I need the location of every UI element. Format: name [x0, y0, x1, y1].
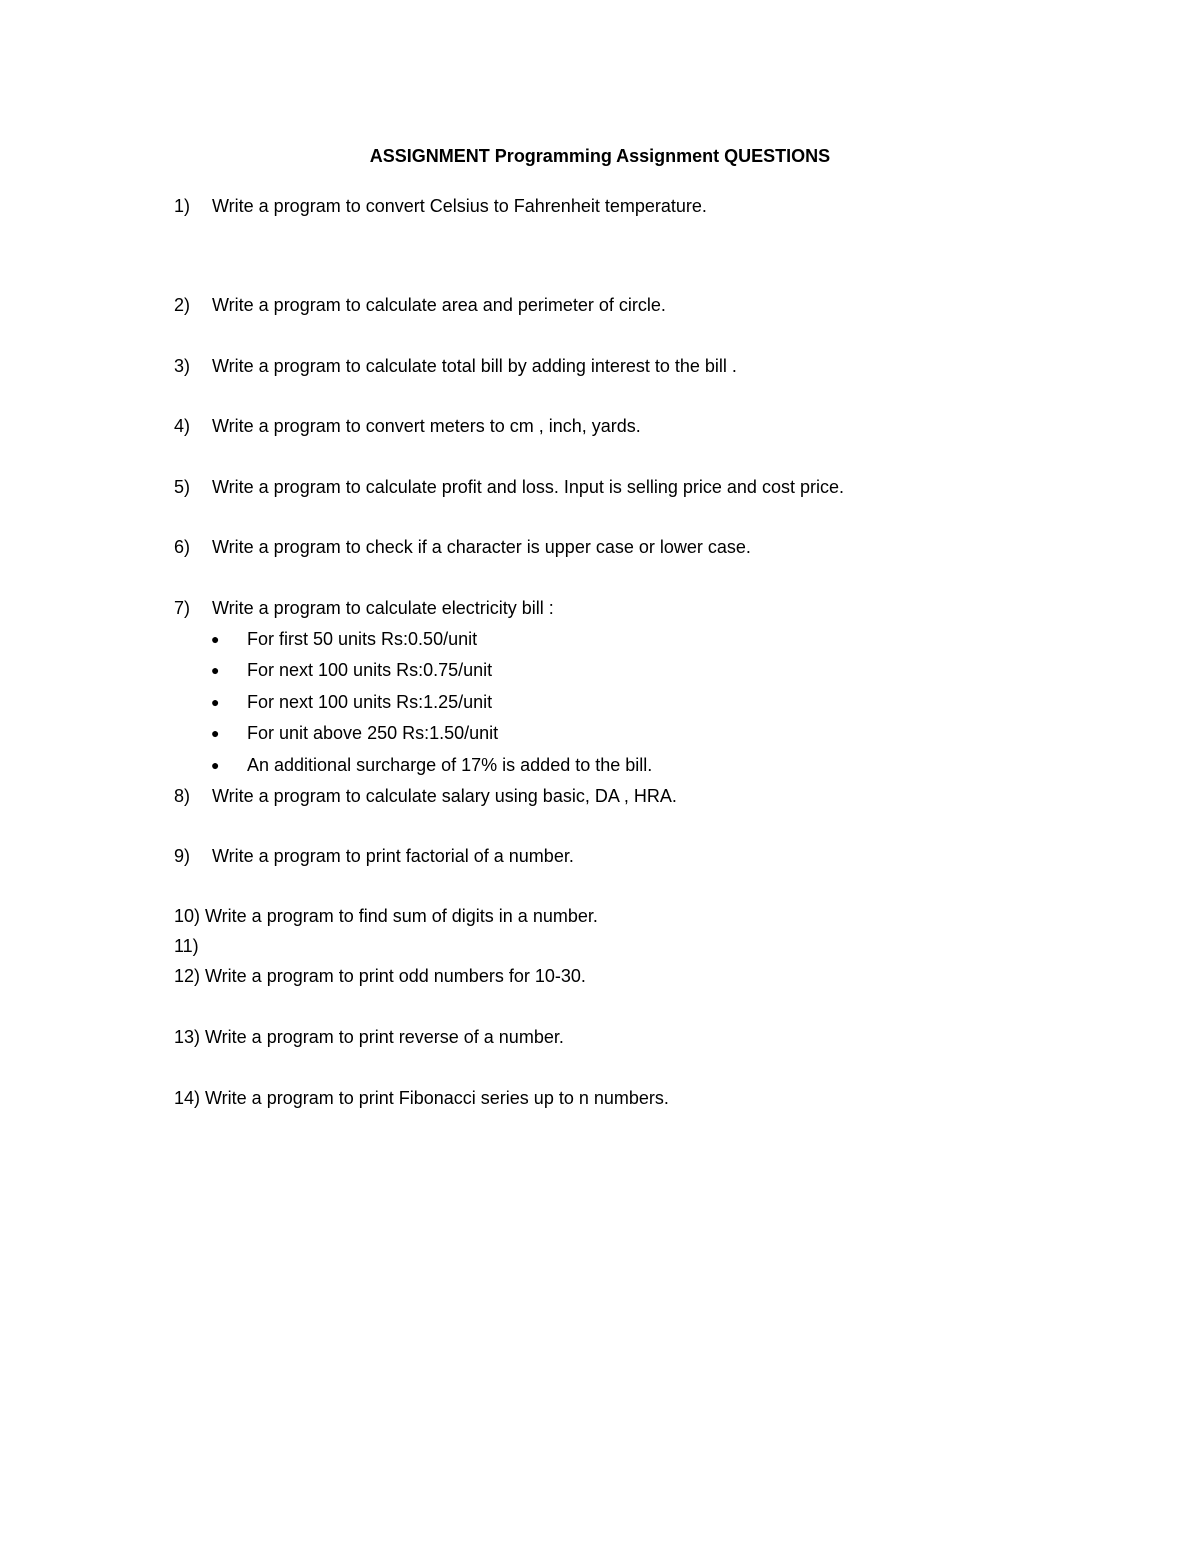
question-number: 2): [174, 295, 191, 315]
bullet-icon: ●: [211, 694, 220, 710]
question-14: [174, 1086, 669, 1110]
bullet-item: [211, 690, 492, 714]
question-13: [174, 1025, 564, 1049]
bullet-icon: ●: [211, 662, 220, 678]
bullet-item: [211, 658, 492, 682]
question-text: Write a program to print factorial of a number.: [212, 846, 574, 866]
question-8: [174, 784, 677, 808]
question-number: 7): [174, 598, 191, 618]
bullet-text: For next 100 units Rs:1.25/unit: [247, 692, 493, 712]
question-text: Write a program to print Fibonacci series up to n numbers.: [205, 1088, 669, 1108]
bullet-item: [211, 721, 498, 745]
question-7: [174, 596, 554, 620]
question-text: Write a program to calculate electricity bill :: [212, 598, 554, 618]
question-11: [174, 934, 204, 958]
question-number: 4): [174, 416, 191, 436]
bullet-text: For unit above 250 Rs:1.50/unit: [247, 723, 499, 743]
question-text: Write a program to calculate area and perimeter of circle.: [212, 295, 666, 315]
question-1: [174, 194, 707, 218]
question-text: Write a program to print reverse of a number.: [205, 1027, 564, 1047]
question-3: [174, 354, 737, 378]
question-number: 14): [174, 1088, 201, 1108]
question-text: Write a program to calculate salary using basic, DA , HRA.: [212, 786, 677, 806]
question-2: [174, 293, 666, 317]
question-number: 1): [174, 196, 191, 216]
bullet-item: [211, 753, 652, 777]
question-text: Write a program to print odd numbers for 10-30.: [205, 966, 586, 986]
question-text: Write a program to find sum of digits in a number.: [205, 906, 598, 926]
question-6: [174, 535, 751, 559]
bullet-icon: ●: [211, 725, 220, 741]
question-text: Write a program to convert Celsius to Fahrenheit temperature.: [212, 196, 707, 216]
document-title: ASSIGNMENT Programming Assignment QUESTIONS: [369, 146, 831, 166]
bullet-icon: ●: [211, 757, 220, 773]
question-number: 3): [174, 356, 191, 376]
question-text: Write a program to convert meters to cm , inch, yards.: [212, 416, 641, 436]
bullet-text: An additional surcharge of 17% is added to the bill.: [247, 755, 653, 775]
question-text: Write a program to calculate profit and loss. Input is selling price and cost price.: [212, 477, 844, 497]
bullet-text: For first 50 units Rs:0.50/unit: [247, 629, 478, 649]
question-number: 12): [174, 966, 201, 986]
bullet-text: For next 100 units Rs:0.75/unit: [247, 660, 493, 680]
bullet-icon: ●: [211, 631, 220, 647]
question-12: [174, 964, 586, 988]
question-10: [174, 904, 598, 928]
bullet-item: [211, 627, 477, 651]
question-5: [174, 475, 844, 499]
question-number: 8): [174, 786, 191, 806]
question-text: Write a program to calculate total bill by adding interest to the bill .: [212, 356, 737, 376]
question-text: Write a program to check if a character is upper case or lower case.: [212, 537, 751, 557]
question-9: [174, 844, 574, 868]
question-number: 13): [174, 1027, 201, 1047]
question-number: 5): [174, 477, 191, 497]
question-number: 11): [174, 936, 199, 956]
question-number: 6): [174, 537, 191, 557]
question-4: [174, 414, 641, 438]
question-number: 9): [174, 846, 191, 866]
question-number: 10): [174, 906, 201, 926]
